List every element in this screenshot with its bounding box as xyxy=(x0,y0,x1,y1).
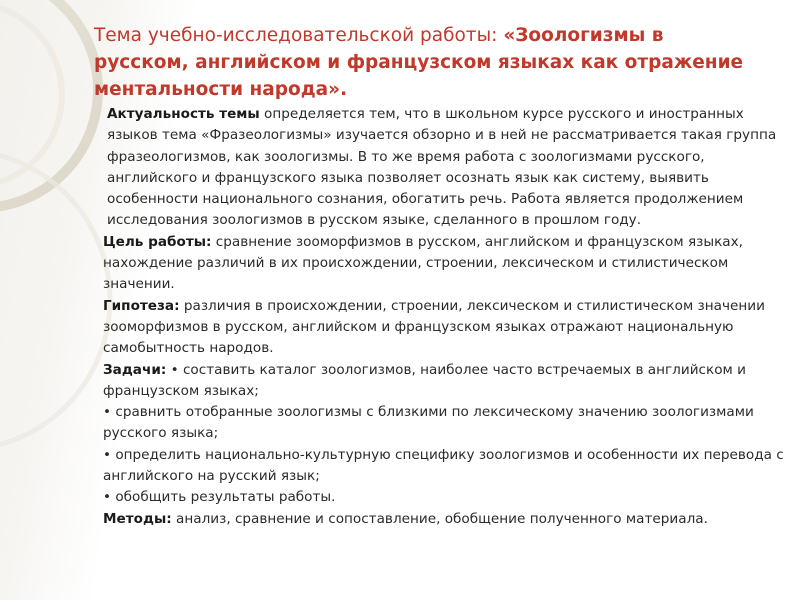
relevance-text: определяется тем, что в школьном курсе русского и иностранных языков тема «Фразеологизмы» изучается обзорно и в ней не рассматривается такая группа фразеологизмов, как зоологизмы. В то же время работа с зоологизмами русского, английского и французского языка позволяет осознать язык как систему, выявить особенности национального сознания, обогатить речь. Работа является продолжением исследования зоологизмов в русском языке, сделанного в прошлом году. xyxy=(107,106,777,229)
slide-title xyxy=(94,22,764,103)
task-item: • сравнить отобранные зоологизмы с близкими по лексическому значению зоологизмами русского языка; xyxy=(103,404,754,442)
relevance-heading: Актуальность темы xyxy=(107,106,260,122)
goal-heading: Цель работы: xyxy=(103,233,212,250)
methods-heading: Методы: xyxy=(103,510,172,527)
tasks-heading: Задачи: xyxy=(103,361,167,378)
task-item: • определить национально-культурную специфику зоологизмов и особенности их перевода с английского на русский язык; xyxy=(103,446,784,485)
task-item: • обобщить результаты работы. xyxy=(103,489,336,506)
slide-body xyxy=(103,104,793,530)
tasks-paragraph xyxy=(103,360,793,403)
goal-text: сравнение зооморфизмов в русском, английском и французском языках, нахождение различий в их происхождении, строении, лексическом и стилистическом значении. xyxy=(103,233,743,293)
relevance-paragraph xyxy=(103,104,793,232)
hypothesis-text: различия в происхождении, строении, лексическом и стилистическом значении зооморфизмов в русском, английском и французском языках отражают национальную самобытность народов. xyxy=(103,297,765,357)
hypothesis-heading: Гипотеза: xyxy=(103,297,180,314)
methods-text: анализ, сравнение и сопоставление, обобщение полученного материала. xyxy=(176,510,708,527)
goal-paragraph xyxy=(103,232,793,296)
title-topic: «Зоологизмы в русском, английском и французском языках как отражение ментальности народа». xyxy=(94,25,744,100)
title-label: Тема учебно-исследовательской работы: xyxy=(94,25,498,46)
decorative-ring-lower xyxy=(0,150,110,450)
task-item: • составить каталог зоологизмов, наиболее часто встречаемых в английском и французском языках; xyxy=(103,361,746,399)
methods-paragraph xyxy=(103,509,793,530)
hypothesis-paragraph xyxy=(103,296,793,360)
